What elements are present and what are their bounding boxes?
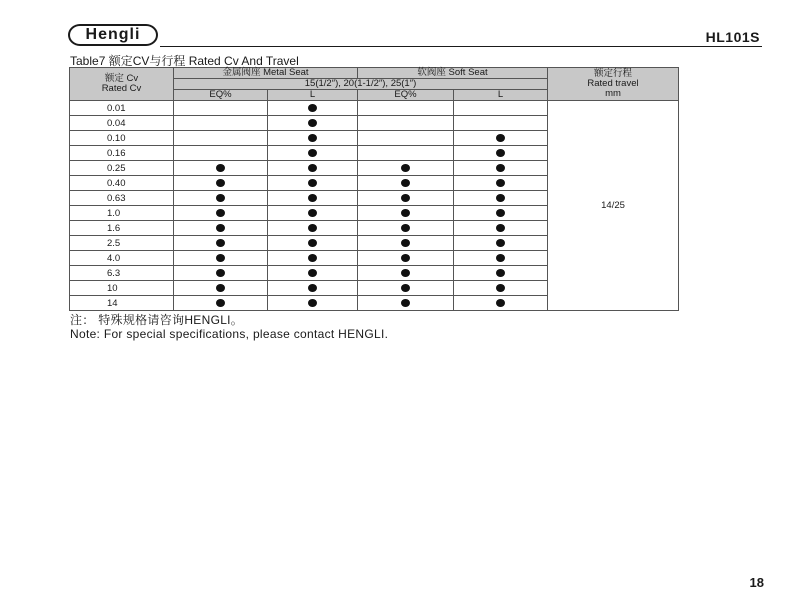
metal-l-cell	[268, 176, 358, 191]
available-dot-icon	[496, 194, 505, 202]
soft-eq-cell	[358, 191, 454, 206]
header-travel-en: Rated travel	[587, 78, 639, 89]
soft-l-cell	[454, 176, 548, 191]
soft-l-cell	[454, 101, 548, 116]
soft-l-cell	[454, 251, 548, 266]
soft-l-cell	[454, 191, 548, 206]
available-dot-icon	[401, 224, 410, 232]
soft-eq-cell	[358, 176, 454, 191]
available-dot-icon	[401, 254, 410, 262]
metal-l-cell	[268, 191, 358, 206]
soft-eq-cell	[358, 266, 454, 281]
soft-l-cell	[454, 131, 548, 146]
metal-eq-cell	[174, 116, 268, 131]
soft-eq-cell	[358, 101, 454, 116]
rated-cv-cell: 14	[70, 296, 174, 311]
metal-eq-cell	[174, 161, 268, 176]
available-dot-icon	[216, 209, 225, 217]
note-en: Note: For special specifications, please contact HENGLI.	[70, 327, 389, 341]
available-dot-icon	[496, 254, 505, 262]
metal-eq-cell	[174, 101, 268, 116]
available-dot-icon	[401, 209, 410, 217]
available-dot-icon	[308, 269, 317, 277]
available-dot-icon	[308, 119, 317, 127]
notes	[70, 313, 388, 341]
rated-cv-cell: 0.04	[70, 116, 174, 131]
metal-eq-cell	[174, 251, 268, 266]
rated-cv-cell: 2.5	[70, 236, 174, 251]
soft-eq-cell	[358, 236, 454, 251]
rated-cv-cell: 1.6	[70, 221, 174, 236]
header-rated-travel	[548, 68, 679, 101]
soft-l-cell	[454, 236, 548, 251]
metal-eq-cell	[174, 191, 268, 206]
metal-eq-cell	[174, 281, 268, 296]
metal-l-cell	[268, 161, 358, 176]
logo-text: Hengli	[85, 26, 141, 43]
metal-l-cell	[268, 266, 358, 281]
available-dot-icon	[496, 209, 505, 217]
available-dot-icon	[308, 209, 317, 217]
available-dot-icon	[308, 134, 317, 142]
available-dot-icon	[308, 194, 317, 202]
header-rule	[160, 46, 762, 47]
metal-l-cell	[268, 131, 358, 146]
metal-l-cell	[268, 251, 358, 266]
model-number: HL101S	[705, 29, 760, 45]
available-dot-icon	[496, 299, 505, 307]
header-travel-cn: 额定行程	[594, 68, 633, 79]
rated-cv-cell: 0.25	[70, 161, 174, 176]
available-dot-icon	[496, 179, 505, 187]
metal-l-cell	[268, 206, 358, 221]
note-cn: 注： 特殊规格请咨询HENGLI。	[70, 313, 244, 327]
available-dot-icon	[496, 149, 505, 157]
soft-l-cell	[454, 296, 548, 311]
metal-l-cell	[268, 116, 358, 131]
header-sizes: 15(1/2″), 20(1-1/2″), 25(1″)	[174, 79, 548, 90]
soft-l-cell	[454, 281, 548, 296]
available-dot-icon	[216, 224, 225, 232]
metal-l-cell	[268, 221, 358, 236]
soft-eq-cell	[358, 146, 454, 161]
available-dot-icon	[216, 179, 225, 187]
hengli-logo	[68, 24, 158, 46]
available-dot-icon	[216, 254, 225, 262]
available-dot-icon	[216, 239, 225, 247]
rated-cv-cell: 0.10	[70, 131, 174, 146]
header-metal-eq: EQ%	[174, 90, 268, 101]
header-rated-cv-cn: 额定 Cv	[104, 73, 139, 84]
available-dot-icon	[308, 224, 317, 232]
soft-eq-cell	[358, 251, 454, 266]
available-dot-icon	[308, 179, 317, 187]
metal-eq-cell	[174, 296, 268, 311]
metal-eq-cell	[174, 236, 268, 251]
available-dot-icon	[308, 149, 317, 157]
soft-eq-cell	[358, 206, 454, 221]
rated-cv-cell: 0.40	[70, 176, 174, 191]
available-dot-icon	[216, 284, 225, 292]
page-number: 18	[749, 575, 764, 590]
soft-l-cell	[454, 206, 548, 221]
header-metal-l: L	[268, 90, 358, 101]
metal-l-cell	[268, 281, 358, 296]
metal-eq-cell	[174, 221, 268, 236]
available-dot-icon	[308, 299, 317, 307]
available-dot-icon	[308, 254, 317, 262]
available-dot-icon	[496, 269, 505, 277]
available-dot-icon	[401, 164, 410, 172]
available-dot-icon	[496, 284, 505, 292]
metal-eq-cell	[174, 131, 268, 146]
available-dot-icon	[216, 164, 225, 172]
soft-l-cell	[454, 221, 548, 236]
soft-eq-cell	[358, 281, 454, 296]
available-dot-icon	[496, 164, 505, 172]
table-body	[70, 101, 679, 311]
available-dot-icon	[496, 224, 505, 232]
header-metal-seat: 金属阀座 Metal Seat	[174, 68, 358, 79]
available-dot-icon	[216, 299, 225, 307]
soft-eq-cell	[358, 131, 454, 146]
header-soft-seat: 软阀座 Soft Seat	[358, 68, 548, 79]
available-dot-icon	[308, 104, 317, 112]
rated-cv-cell: 6.3	[70, 266, 174, 281]
available-dot-icon	[216, 269, 225, 277]
available-dot-icon	[308, 164, 317, 172]
soft-eq-cell	[358, 221, 454, 236]
available-dot-icon	[496, 239, 505, 247]
metal-eq-cell	[174, 176, 268, 191]
soft-l-cell	[454, 116, 548, 131]
header-soft-eq: EQ%	[358, 90, 454, 101]
rated-cv-cell: 1.0	[70, 206, 174, 221]
soft-l-cell	[454, 161, 548, 176]
available-dot-icon	[308, 284, 317, 292]
metal-eq-cell	[174, 266, 268, 281]
soft-l-cell	[454, 146, 548, 161]
rated-cv-cell: 0.01	[70, 101, 174, 116]
available-dot-icon	[401, 269, 410, 277]
soft-eq-cell	[358, 161, 454, 176]
rated-cv-cell: 4.0	[70, 251, 174, 266]
soft-l-cell	[454, 266, 548, 281]
metal-l-cell	[268, 236, 358, 251]
header-travel-unit: mm	[605, 88, 621, 99]
available-dot-icon	[401, 284, 410, 292]
available-dot-icon	[216, 194, 225, 202]
rated-cv-table	[69, 67, 679, 311]
available-dot-icon	[401, 239, 410, 247]
metal-eq-cell	[174, 146, 268, 161]
metal-l-cell	[268, 101, 358, 116]
table-caption: Table7 额定CV与行程 Rated Cv And Travel	[70, 54, 299, 68]
available-dot-icon	[401, 179, 410, 187]
rated-cv-cell: 10	[70, 281, 174, 296]
header-rated-cv	[70, 68, 174, 101]
rated-travel-value: 14/25	[548, 101, 679, 311]
metal-eq-cell	[174, 206, 268, 221]
available-dot-icon	[496, 134, 505, 142]
rated-cv-cell: 0.16	[70, 146, 174, 161]
rated-cv-cell: 0.63	[70, 191, 174, 206]
table-row	[70, 101, 679, 116]
metal-l-cell	[268, 146, 358, 161]
metal-l-cell	[268, 296, 358, 311]
available-dot-icon	[308, 239, 317, 247]
soft-eq-cell	[358, 296, 454, 311]
available-dot-icon	[401, 299, 410, 307]
header-soft-l: L	[454, 90, 548, 101]
header-rated-cv-en: Rated Cv	[101, 83, 142, 94]
soft-eq-cell	[358, 116, 454, 131]
available-dot-icon	[401, 194, 410, 202]
